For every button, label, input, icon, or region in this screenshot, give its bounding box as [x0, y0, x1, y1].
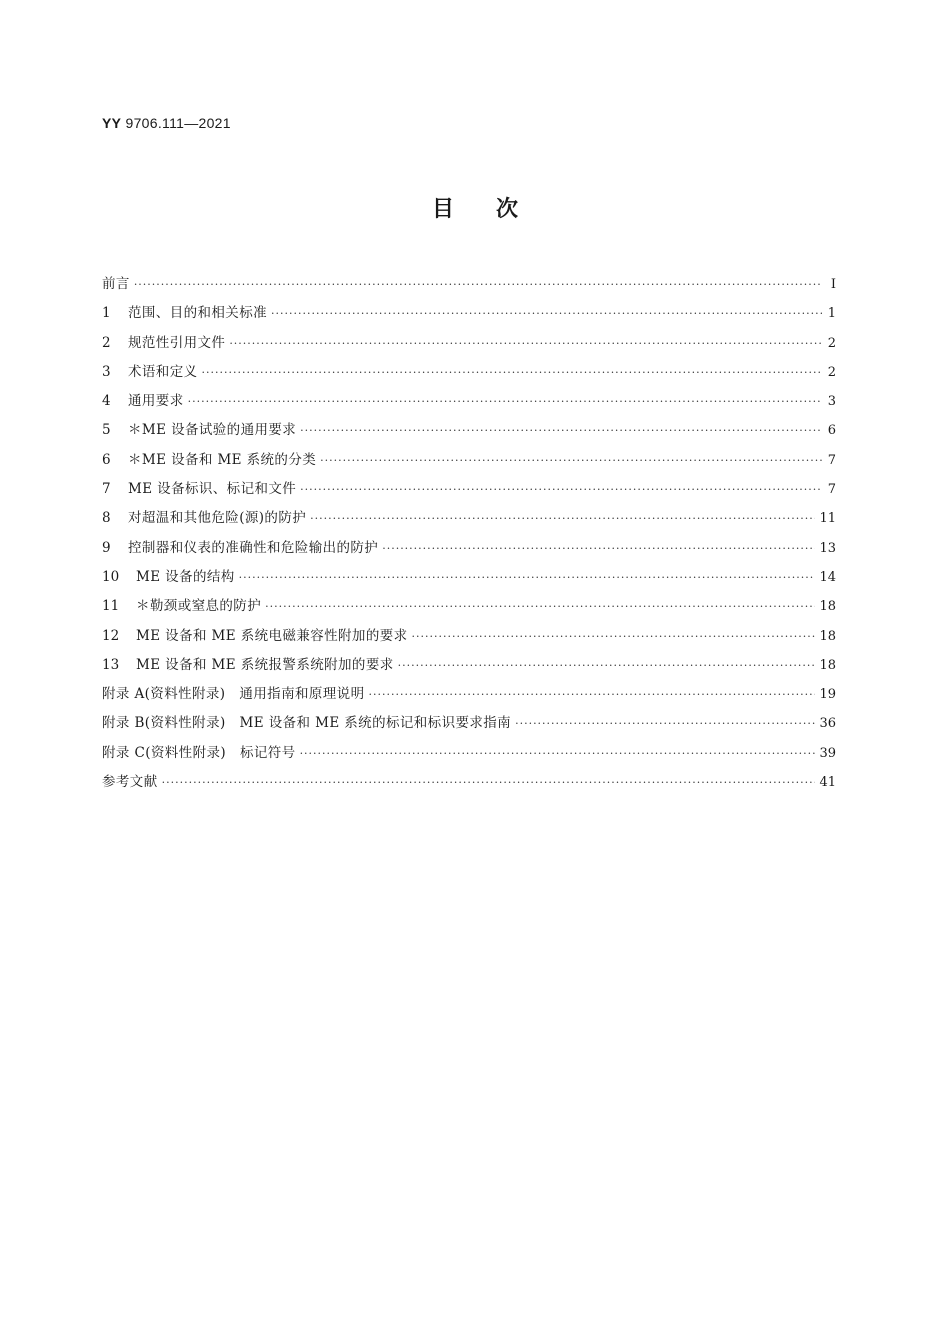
toc-entry[interactable]	[102, 739, 836, 768]
toc-entry-label: 前言	[102, 276, 130, 292]
toc-entry-number: 11	[102, 598, 120, 615]
toc-entry[interactable]	[102, 592, 836, 621]
toc-leader-dots	[162, 768, 816, 797]
toc-entry-page-number: Ⅰ	[830, 277, 836, 292]
toc-entry-page-number: 14	[819, 569, 836, 585]
toc-entry-label: 对超温和其他危险(源)的防护	[128, 510, 307, 527]
toc-entry-number: 9	[102, 539, 111, 556]
toc-leader-dots	[382, 534, 815, 563]
toc-leader-dots	[368, 680, 815, 709]
toc-entry[interactable]	[102, 358, 836, 387]
toc-leader-dots	[320, 446, 822, 475]
toc-entry-page-number: 41	[819, 775, 836, 791]
toc-leader-dots	[188, 387, 822, 416]
toc-entry-label: 附录 A(资料性附录) 通用指南和原理说明	[102, 686, 365, 703]
toc-entry[interactable]	[102, 299, 836, 328]
toc-entry-label: 控制器和仪表的准确性和危险输出的防护	[128, 539, 379, 556]
toc-entry-label: 术语和定义	[128, 363, 198, 380]
toc-entry[interactable]	[102, 680, 836, 709]
toc-entry[interactable]	[102, 563, 836, 592]
toc-leader-dots	[265, 592, 815, 621]
toc-entry-number: 2	[102, 334, 111, 351]
toc-entry[interactable]	[102, 387, 836, 416]
toc-entry-label: ＊ME 设备和 ME 系统的分类	[128, 451, 317, 468]
toc-leader-dots	[239, 563, 816, 592]
toc-entry[interactable]	[102, 709, 836, 738]
toc-entry[interactable]	[102, 416, 836, 445]
toc-entry-page-number: 19	[819, 687, 836, 703]
toc-entry-page-number: 2	[827, 335, 836, 351]
toc-entry-label: ＊勒颈或窒息的防护	[136, 598, 262, 615]
toc-entry[interactable]	[102, 651, 836, 680]
toc-entry-page-number: 2	[827, 364, 836, 380]
toc-entry-page-number: 7	[827, 482, 836, 498]
toc-entry-page-number: 11	[819, 511, 836, 527]
toc-leader-dots	[300, 739, 816, 768]
toc-entry-label: ME 设备的结构	[136, 568, 235, 585]
toc-entry-number: 7	[102, 481, 111, 498]
toc-entry-page-number: 13	[819, 540, 836, 556]
toc-leader-dots	[134, 270, 822, 299]
toc-entry-number: 4	[102, 393, 111, 410]
toc-entry[interactable]	[102, 446, 836, 475]
toc-entry[interactable]	[102, 329, 836, 358]
toc-entry-label: 范围、目的和相关标准	[128, 305, 267, 322]
toc-entry[interactable]	[102, 534, 836, 563]
document-code	[102, 113, 231, 133]
toc-entry-label: 参考文献	[102, 774, 158, 791]
toc-leader-dots	[271, 299, 822, 328]
toc-entry-number: 8	[102, 510, 111, 527]
toc-entry-label: ME 设备标识、标记和文件	[128, 481, 297, 498]
toc-entry[interactable]	[102, 504, 836, 533]
toc-entry[interactable]	[102, 270, 836, 299]
toc-entry-number: 13	[102, 656, 120, 673]
toc-entry-label: ME 设备和 ME 系统电磁兼容性附加的要求	[136, 627, 408, 644]
document-code-number: 9706.111—2021	[125, 115, 231, 131]
toc-entry[interactable]	[102, 622, 836, 651]
toc-entry-page-number: 1	[827, 306, 836, 322]
toc-entry-number: 5	[102, 422, 111, 439]
toc-leader-dots	[202, 358, 823, 387]
toc-entry-label: ME 设备和 ME 系统报警系统附加的要求	[136, 656, 394, 673]
toc-entry[interactable]	[102, 768, 836, 797]
document-code-prefix: YY	[102, 115, 122, 131]
toc-leader-dots	[300, 475, 822, 504]
toc-entry-page-number: 18	[819, 599, 836, 615]
toc-entry-number: 6	[102, 451, 111, 468]
toc-entry-page-number: 18	[819, 628, 836, 644]
toc-leader-dots	[398, 651, 816, 680]
toc-entry-page-number: 36	[819, 716, 836, 732]
toc-leader-dots	[300, 416, 822, 445]
toc-entry-page-number: 18	[819, 657, 836, 673]
toc-entry-label: 通用要求	[128, 393, 184, 410]
toc-leader-dots	[515, 709, 815, 738]
toc-entry-number: 12	[102, 627, 120, 644]
toc-entry-label: 附录 C(资料性附录) 标记符号	[102, 744, 296, 761]
toc-leader-dots	[412, 622, 816, 651]
toc-entry-label: ＊ME 设备试验的通用要求	[128, 422, 297, 439]
toc-entry-page-number: 3	[827, 394, 836, 410]
toc-leader-dots	[229, 329, 822, 358]
toc-entry-number: 1	[102, 305, 111, 322]
toc-entry-page-number: 7	[827, 452, 836, 468]
toc-entry[interactable]	[102, 475, 836, 504]
toc-entry-number: 10	[102, 568, 120, 585]
toc-entry-page-number: 39	[819, 745, 836, 761]
toc-entry-number: 3	[102, 363, 111, 380]
toc-entry-label: 规范性引用文件	[128, 334, 226, 351]
page-title: 目次	[431, 197, 560, 222]
toc-entry-page-number: 6	[827, 423, 836, 439]
toc-leader-dots	[310, 504, 815, 533]
table-of-contents	[102, 270, 836, 797]
toc-entry-label: 附录 B(资料性附录) ME 设备和 ME 系统的标记和标识要求指南	[102, 715, 512, 732]
